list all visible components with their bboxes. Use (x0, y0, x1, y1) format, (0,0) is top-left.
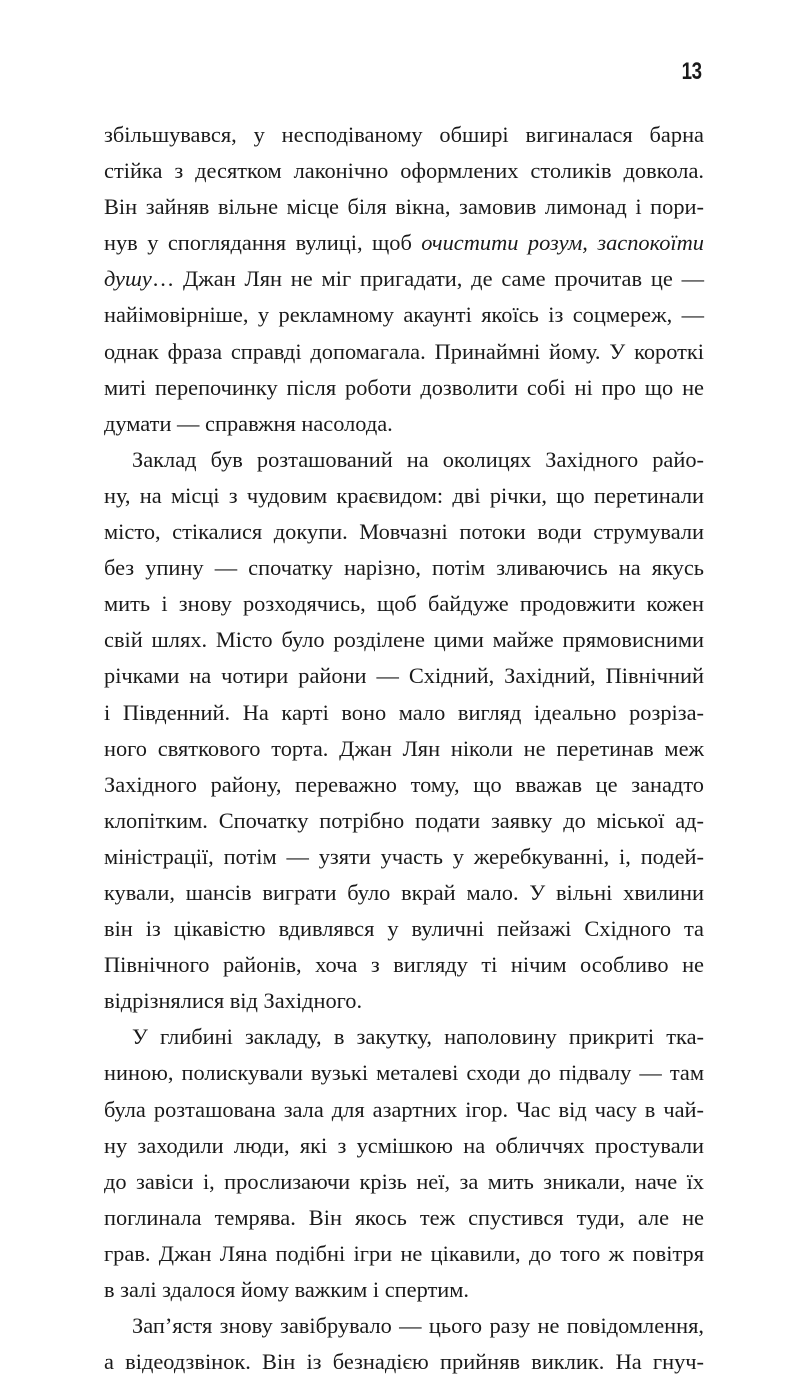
text-line: річками на чотири райони — Східний, Західний, Північний (104, 663, 704, 689)
text-line: однак фраза справді допомагала. Принаймні йому. У короткі (104, 338, 704, 364)
italic-text-run: душу (104, 266, 152, 292)
body-text (104, 117, 704, 1380)
text-line: миті перепочинку після роботи дозволити собі ні про що не (104, 374, 704, 400)
text-line: Зап’ястя знову завібрувало — цього разу не повідомлення, (132, 1313, 704, 1339)
text-line: грав. Джан Ляна подібні ігри не цікавили, до того ж повітря (104, 1240, 704, 1266)
text-run: … Джан Лян не міг пригадати, де саме прочитав це — (151, 266, 704, 292)
text-line: найімовірніше, у рекламному акаунті якоїсь із соцмереж, — (104, 302, 704, 328)
text-line: ну, на місці з чудовим краєвидом: дві річки, що перетинали (104, 482, 704, 508)
text-line: кували, шансів виграти було вкрай мало. У вільні хвилини (104, 879, 704, 905)
text-line: свій шлях. Місто було розділене цими майже прямовисними (104, 627, 704, 653)
text-line: була розташована зала для азартних ігор. Час від часу в чай- (104, 1096, 704, 1122)
text-line: думати — справжня насолода. (104, 410, 393, 436)
text-line: місто, стікалися докупи. Мовчазні потоки води струмували (104, 519, 704, 545)
page-number: 13 (681, 58, 702, 85)
text-line: він із цікавістю вдивлявся у вуличні пейзажі Східного та (104, 916, 704, 942)
text-run: нув у споглядання вулиці, щоб (104, 230, 422, 256)
text-line: а відеодзвінок. Він із безнадією прийняв виклик. На гнуч- (104, 1349, 704, 1375)
text-line: мить і знову розходячись, щоб байдуже продовжити кожен (104, 591, 704, 617)
text-line: У глибині закладу, в закутку, наполовину прикриті тка- (132, 1024, 704, 1050)
text-line: Західного району, переважно тому, що вважав це занадто (104, 771, 704, 797)
paragraph (104, 117, 704, 442)
text-line: і Південний. На карті воно мало вигляд ідеально розрiза- (104, 699, 704, 725)
text-line: до завіси і, прослизаючи крізь неї, за мить зникали, наче їх (104, 1168, 704, 1194)
text-line: ниною, полискували вузькі металеві сходи до підвалу — там (104, 1060, 704, 1086)
paragraph (104, 1019, 704, 1308)
text-line: збільшувався, у несподіваному обширі вигиналася барна (104, 122, 704, 147)
text-line: поглинала темрява. Він якось теж спустився туди, але не (104, 1204, 704, 1230)
text-line: стійка з десятком лаконічно оформлених столиків довкола. (104, 158, 704, 184)
text-line: Заклад був розташований на околицях Західного райо- (132, 446, 704, 472)
italic-text-run: очистити розум, заспокоїти (421, 230, 704, 256)
text-line: без упину — спочатку нарізно, потім зливаючись на якусь (104, 555, 704, 581)
text-line: в залі здалося йому важким і спертим. (104, 1277, 470, 1302)
paragraph (104, 1308, 704, 1380)
text-line: Північного районів, хоча з вигляду ті нічим особливо не (104, 952, 704, 978)
text-line: Він зайняв вільне місце біля вікна, замовив лимонад і пори- (104, 194, 704, 220)
text-line (104, 261, 704, 297)
text-line: відрізнялися від Західного. (104, 988, 363, 1014)
text-line: клопітким. Спочатку потрібно подати заявку до міської ад- (104, 807, 704, 833)
paragraph (104, 442, 704, 1020)
text-line (104, 225, 704, 261)
text-line: ного святкового торта. Джан Лян ніколи не перетинав меж (104, 735, 704, 761)
text-line: міністрації, потім — узяти участь у жеребкуванні, і, подей- (104, 843, 704, 869)
text-line: ну заходили люди, які з усмішкою на обличчях простували (104, 1132, 704, 1158)
